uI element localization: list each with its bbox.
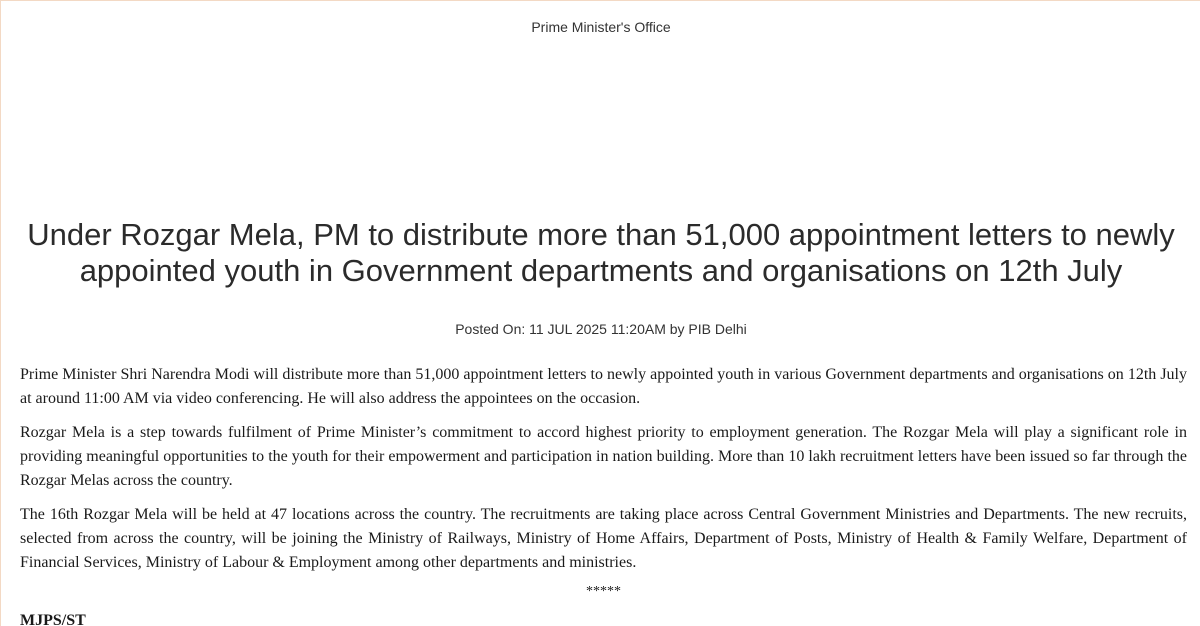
separator: ***** [586,584,621,599]
article-paragraph: Prime Minister Shri Narendra Modi will distribute more than 51,000 appointment letters to newly appointed youth in various Government departments and organisations on 12th July at around 11:00 AM via video conferencing. He will also address the appointees on the occasion. [20,366,1187,407]
ministry-name: Prime Minister's Office [531,19,671,35]
article-title: Under Rozgar Mela, PM to distribute more than 51,000 appointment letters to newly appointed youth in Government departments and organisations on 12th July [27,217,1175,288]
article-body [20,363,1187,626]
signoff-code: MJPS/ST [20,612,86,626]
article-paragraph: Rozgar Mela is a step towards fulfilment of Prime Minister’s commitment to accord highest priority to employment generation. The Rozgar Mela will play a significant role in providing meaningful opportunities to the youth for their empowerment and participation in nation building. More than 10 lakh recruitment letters have been issued so far through the Rozgar Melas across the country. [20,424,1187,489]
posted-info: Posted On: 11 JUL 2025 11:20AM by PIB Delhi [455,321,747,337]
article-paragraph: The 16th Rozgar Mela will be held at 47 locations across the country. The recruitments are taking place across Central Government Ministries and Departments. The new recruits, selected from across the country, will be joining the Ministry of Railways, Ministry of Home Affairs, Department of Posts, Ministry of Health & Family Welfare, Department of Financial Services, Ministry of Labour & Employment among other departments and ministries. [20,506,1187,571]
